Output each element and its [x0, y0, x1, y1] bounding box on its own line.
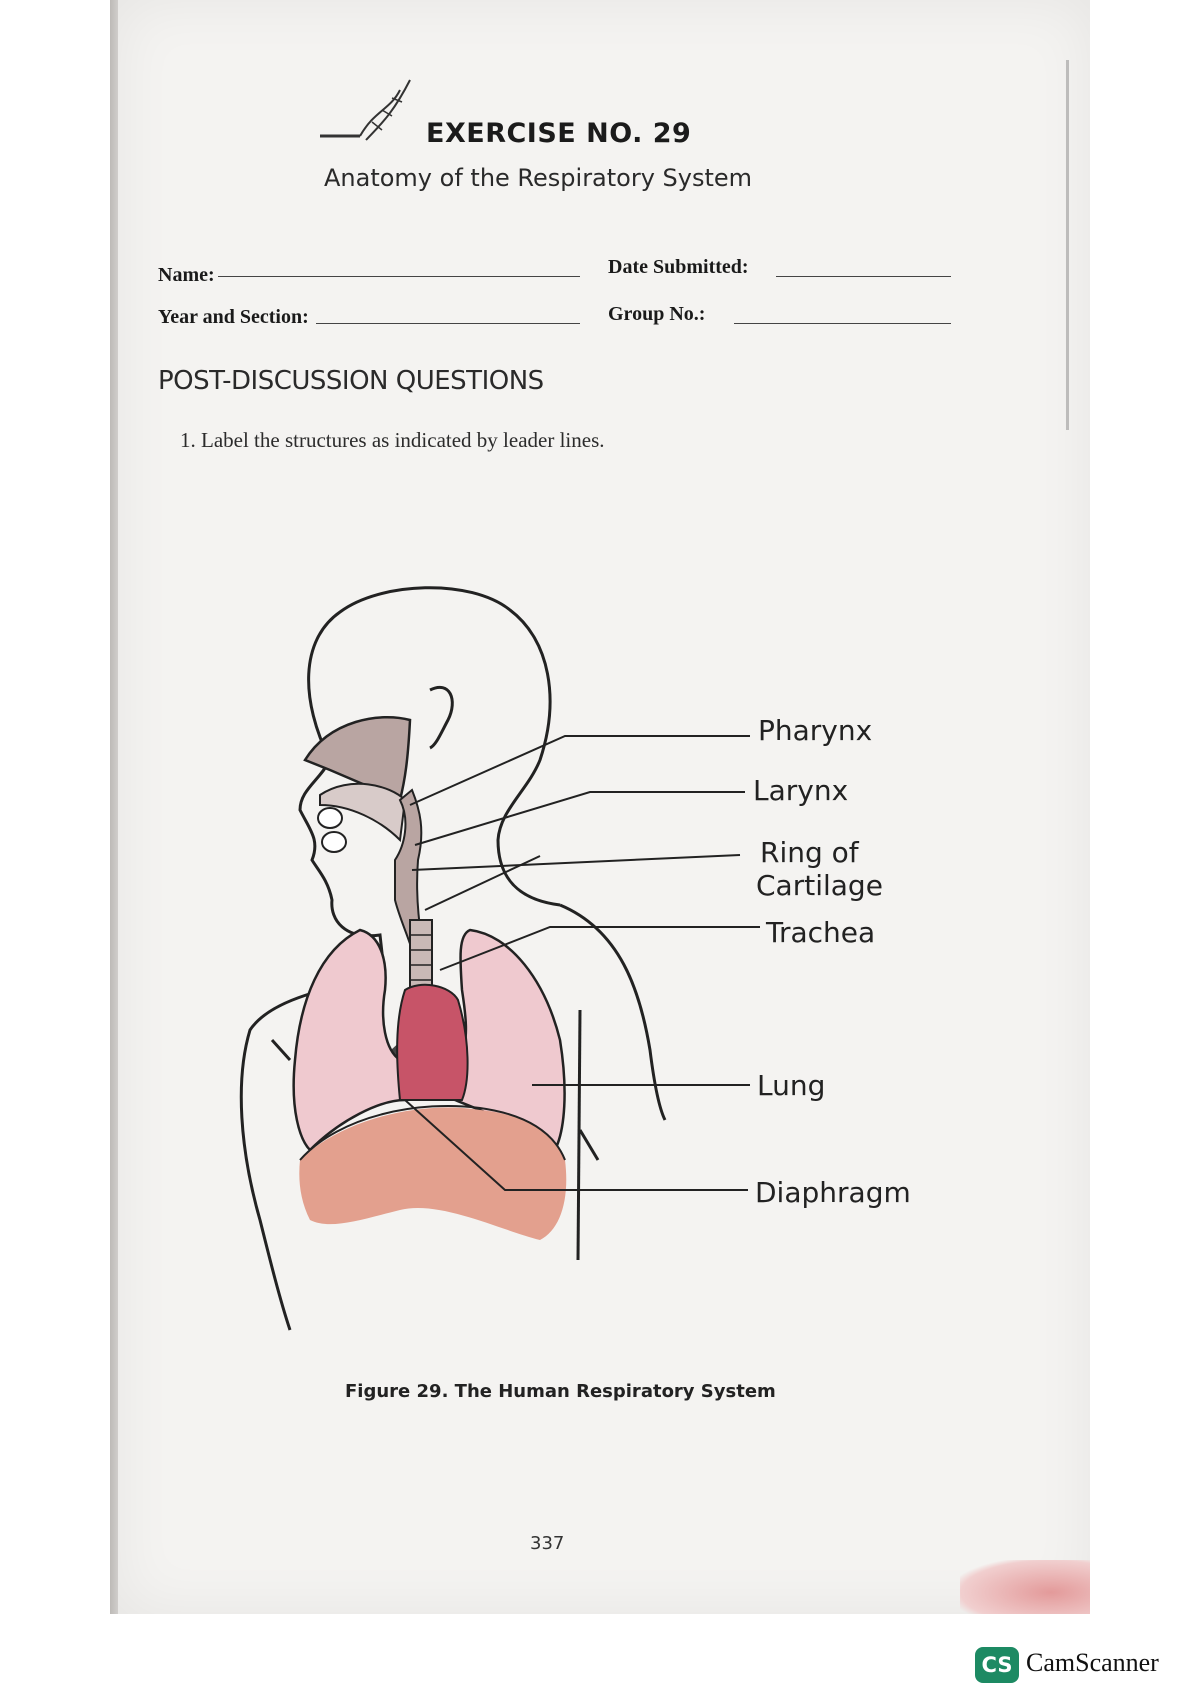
diaphragm — [299, 1107, 566, 1240]
group-label: Group No.: — [608, 303, 706, 325]
label-cartilage: Cartilage — [756, 869, 883, 902]
heart — [397, 985, 467, 1100]
camscanner-brand: CamScanner — [1026, 1648, 1159, 1677]
year-label: Year and Section: — [158, 306, 309, 328]
right-arm-tick — [580, 1130, 598, 1160]
exercise-title: EXERCISE NO. 29 — [426, 118, 692, 149]
leader-larynx — [415, 792, 745, 845]
name-label: Name: — [158, 264, 215, 286]
left-arm-tick — [272, 1040, 290, 1060]
tooth-upper — [318, 808, 342, 828]
leader-ring-2 — [425, 856, 540, 910]
section-heading: POST-DISCUSSION QUESTIONS — [158, 366, 544, 396]
date-label: Date Submitted: — [608, 256, 749, 278]
camscanner-logo: CS — [975, 1647, 1019, 1683]
question-instruction: 1. Label the structures as indicated by leader lines. — [180, 428, 605, 452]
label-diaphragm: Diaphragm — [755, 1176, 911, 1209]
label-larynx: Larynx — [753, 774, 849, 807]
page-number: 337 — [530, 1533, 565, 1554]
figure-caption: Figure 29. The Human Respiratory System — [345, 1381, 776, 1402]
tooth-lower — [322, 832, 346, 852]
leader-ring — [412, 855, 740, 870]
ear — [430, 687, 452, 748]
label-ring-of: Ring of — [760, 836, 859, 869]
right-arm-line — [578, 1010, 580, 1260]
right-shoulder — [560, 905, 665, 1120]
exercise-subtitle: Anatomy of the Respiratory System — [324, 164, 753, 192]
label-lung: Lung — [757, 1069, 826, 1102]
label-pharynx: Pharynx — [758, 714, 873, 747]
label-trachea: Trachea — [766, 916, 876, 949]
